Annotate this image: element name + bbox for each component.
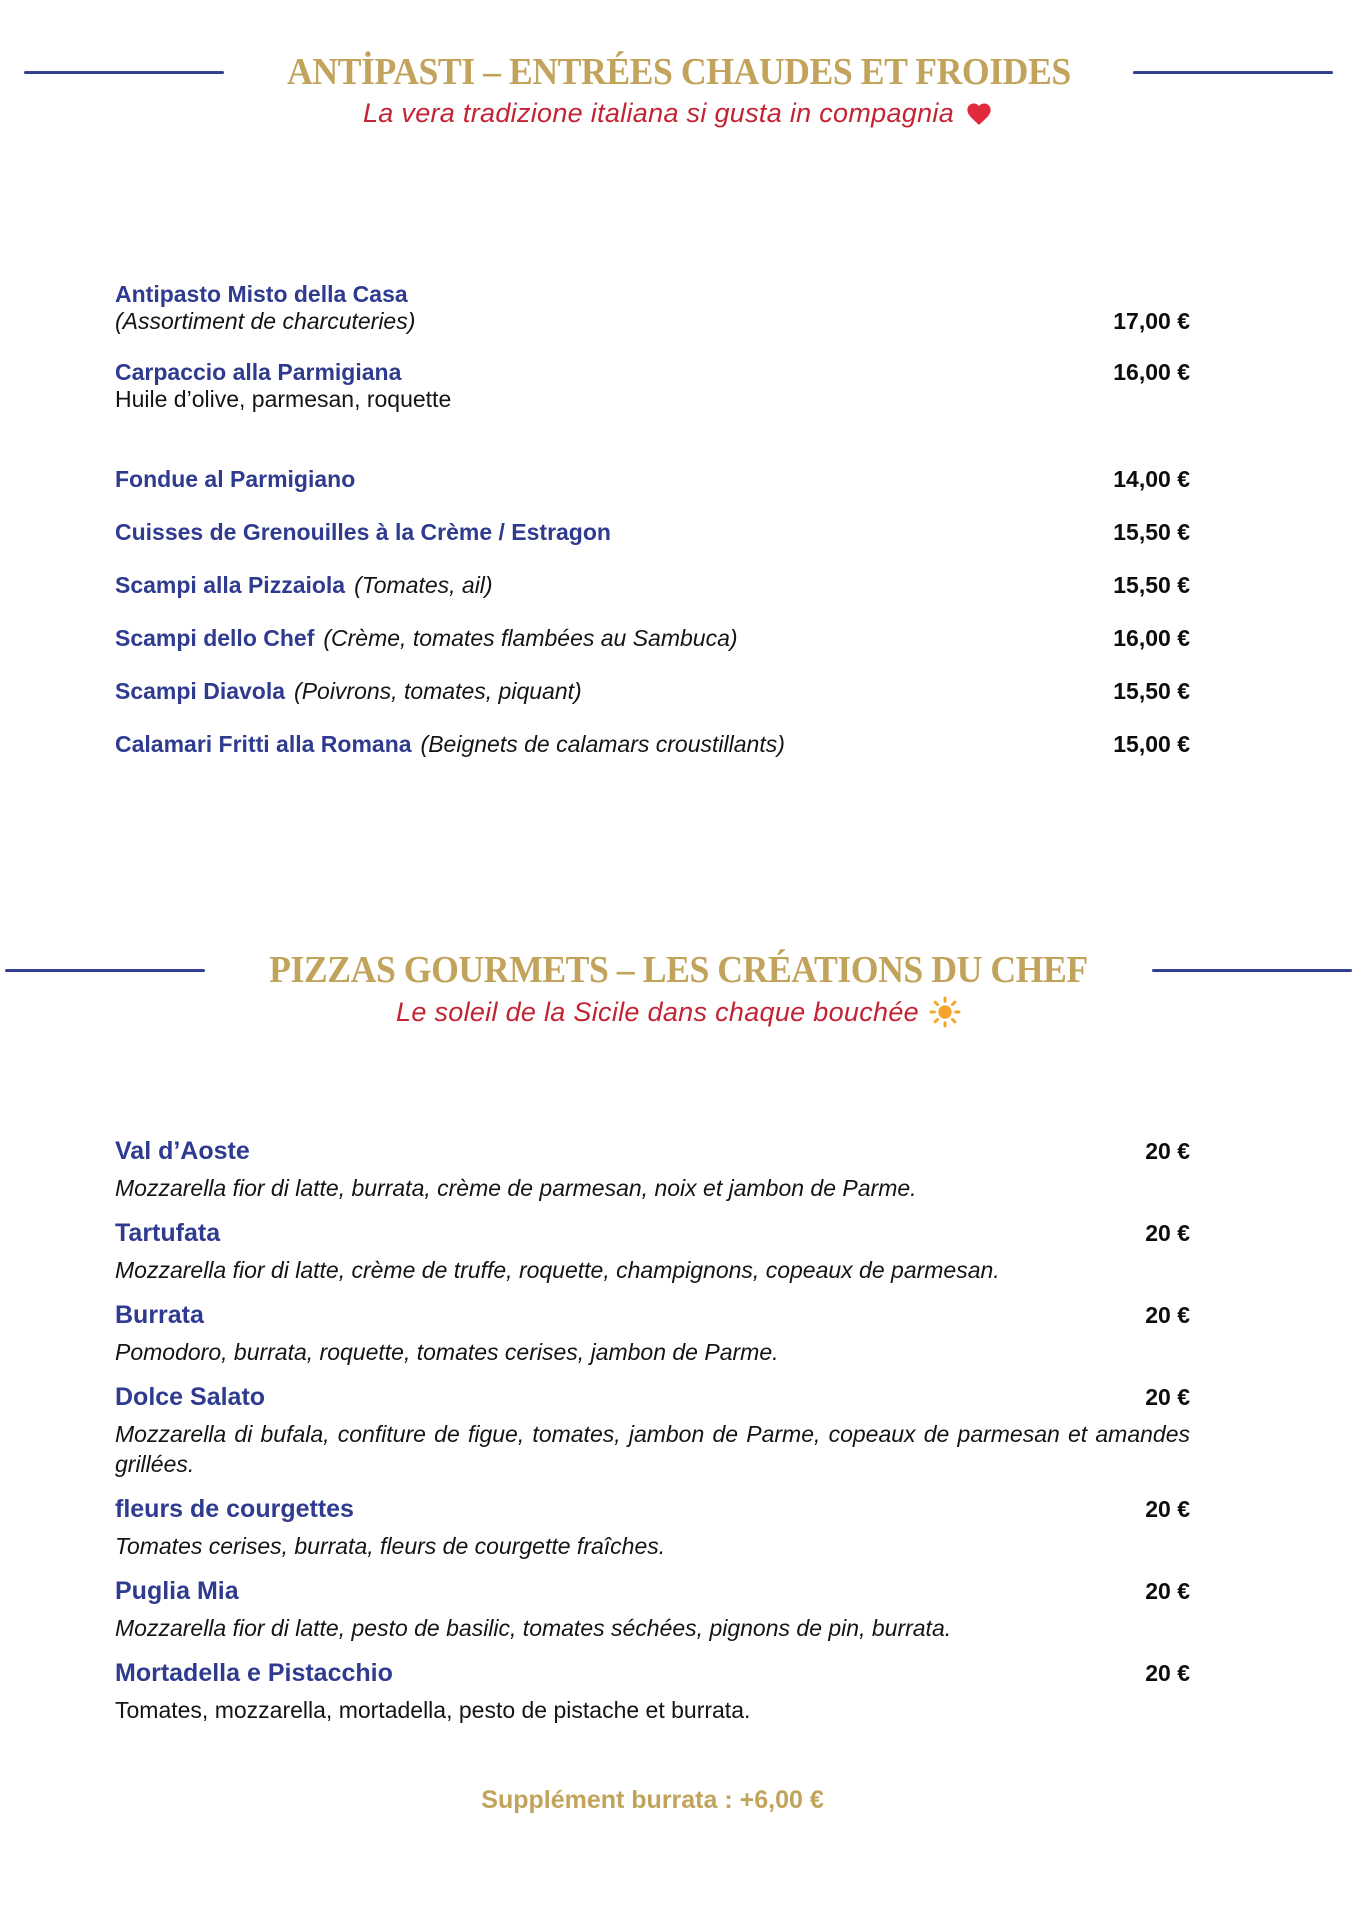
antipasti-list — [115, 281, 1190, 762]
item-description: Tomates cerises, burrata, fleurs de courgette fraîches. — [115, 1533, 666, 1559]
header-rule-left — [24, 71, 224, 74]
item-detail: (Beignets de calamars croustillants) — [420, 731, 785, 757]
item-price: 16,00 € — [1113, 625, 1190, 651]
menu-item — [115, 1382, 1190, 1479]
item-price: 15,50 € — [1113, 678, 1190, 704]
item-detail: (Tomates, ail) — [354, 572, 493, 598]
burrata-supplement-note: Supplément burrata : +6,00 € — [481, 1786, 824, 1814]
menu-item — [115, 465, 1190, 497]
item-price: 20 € — [1145, 1302, 1190, 1328]
section-header — [0, 50, 1357, 94]
item-name: Calamari Fritti alla Romana — [115, 731, 412, 757]
menu-item — [115, 730, 1190, 762]
item-name: Antipasto Misto della Casa — [115, 281, 408, 307]
item-price: 14,00 € — [1113, 466, 1190, 492]
menu-item — [115, 359, 1190, 413]
item-description: Pomodoro, burrata, roquette, tomates cerises, jambon de Parme. — [115, 1339, 779, 1365]
item-name: Puglia Mia — [115, 1577, 239, 1605]
menu-item — [115, 281, 1190, 335]
item-price: 16,00 € — [1113, 359, 1190, 385]
item-price: 15,50 € — [1113, 519, 1190, 545]
header-rule-left — [5, 969, 205, 972]
section-header — [0, 948, 1357, 992]
item-name: Scampi alla Pizzaiola — [115, 572, 346, 598]
item-price: 20 € — [1145, 1660, 1190, 1686]
item-name: Scampi dello Chef — [115, 625, 315, 651]
item-name: Mortadella e Pistacchio — [115, 1659, 393, 1687]
section-subtitle — [0, 98, 1357, 129]
item-detail: (Assortiment de charcuteries) — [115, 308, 416, 334]
pizzas-list — [115, 1136, 1190, 1816]
item-price: 20 € — [1145, 1220, 1190, 1246]
item-description: Tomates, mozzarella, mortadella, pesto de pistache et burrata. — [115, 1697, 751, 1723]
section-title: PIZZAS GOURMETS – LES CRÉATIONS DU CHEF — [269, 949, 1088, 991]
item-price: 20 € — [1145, 1138, 1190, 1164]
item-name: Scampi Diavola — [115, 678, 286, 704]
item-price: 17,00 € — [1113, 308, 1190, 334]
item-detail: Huile d’olive, parmesan, roquette — [115, 386, 452, 412]
menu-item — [115, 518, 1190, 550]
subtitle-text: Le soleil de la Sicile dans chaque bouchée — [396, 996, 919, 1027]
item-name: fleurs de courgettes — [115, 1495, 354, 1523]
item-description: Mozzarella fior di latte, pesto de basilic, tomates séchées, pignons de pin, burrata. — [115, 1615, 952, 1641]
item-price: 15,50 € — [1113, 572, 1190, 598]
menu-item — [115, 571, 1190, 603]
menu-item — [115, 1494, 1190, 1561]
sun-icon — [929, 996, 961, 1028]
subtitle-text: La vera tradizione italiana si gusta in compagnia — [362, 98, 955, 128]
item-price: 20 € — [1145, 1384, 1190, 1410]
section-pizzas — [0, 948, 1357, 1816]
item-detail: (Crème, tomates flambées au Sambuca) — [323, 625, 738, 651]
section-subtitle — [0, 996, 1357, 1028]
header-rule-right — [1133, 71, 1333, 74]
section-title: ANTİPASTI – ENTRÉES CHAUDES ET FROIDES — [286, 51, 1071, 93]
item-name: Val d’Aoste — [115, 1137, 250, 1165]
menu-item — [115, 1136, 1190, 1203]
header-rule-right — [1152, 969, 1352, 972]
menu-item — [115, 1300, 1190, 1367]
item-description: Mozzarella di bufala, confiture de figue, tomates, jambon de Parme, copeaux de parmesan et amandes grillées. — [115, 1421, 1190, 1477]
item-price: 20 € — [1145, 1496, 1190, 1522]
heart-icon — [964, 100, 994, 128]
menu-item — [115, 1658, 1190, 1725]
item-description: Mozzarella fior di latte, burrata, crème de parmesan, noix et jambon de Parme. — [115, 1175, 917, 1201]
menu-item — [115, 677, 1190, 709]
item-name: Tartufata — [115, 1219, 221, 1247]
item-price: 15,00 € — [1113, 731, 1190, 757]
item-name: Burrata — [115, 1301, 204, 1329]
item-price: 20 € — [1145, 1578, 1190, 1604]
menu-item — [115, 1576, 1190, 1643]
item-name: Carpaccio alla Parmigiana — [115, 359, 402, 385]
item-name: Dolce Salato — [115, 1383, 266, 1411]
menu-item — [115, 1218, 1190, 1285]
item-description: Mozzarella fior di latte, crème de truffe, roquette, champignons, copeaux de parmesan. — [115, 1257, 1000, 1283]
section-antipasti — [0, 0, 1357, 762]
item-name: Fondue al Parmigiano — [115, 466, 356, 492]
item-detail: (Poivrons, tomates, piquant) — [294, 678, 582, 704]
menu-item — [115, 624, 1190, 656]
item-name: Cuisses de Grenouilles à la Crème / Estragon — [115, 519, 611, 545]
